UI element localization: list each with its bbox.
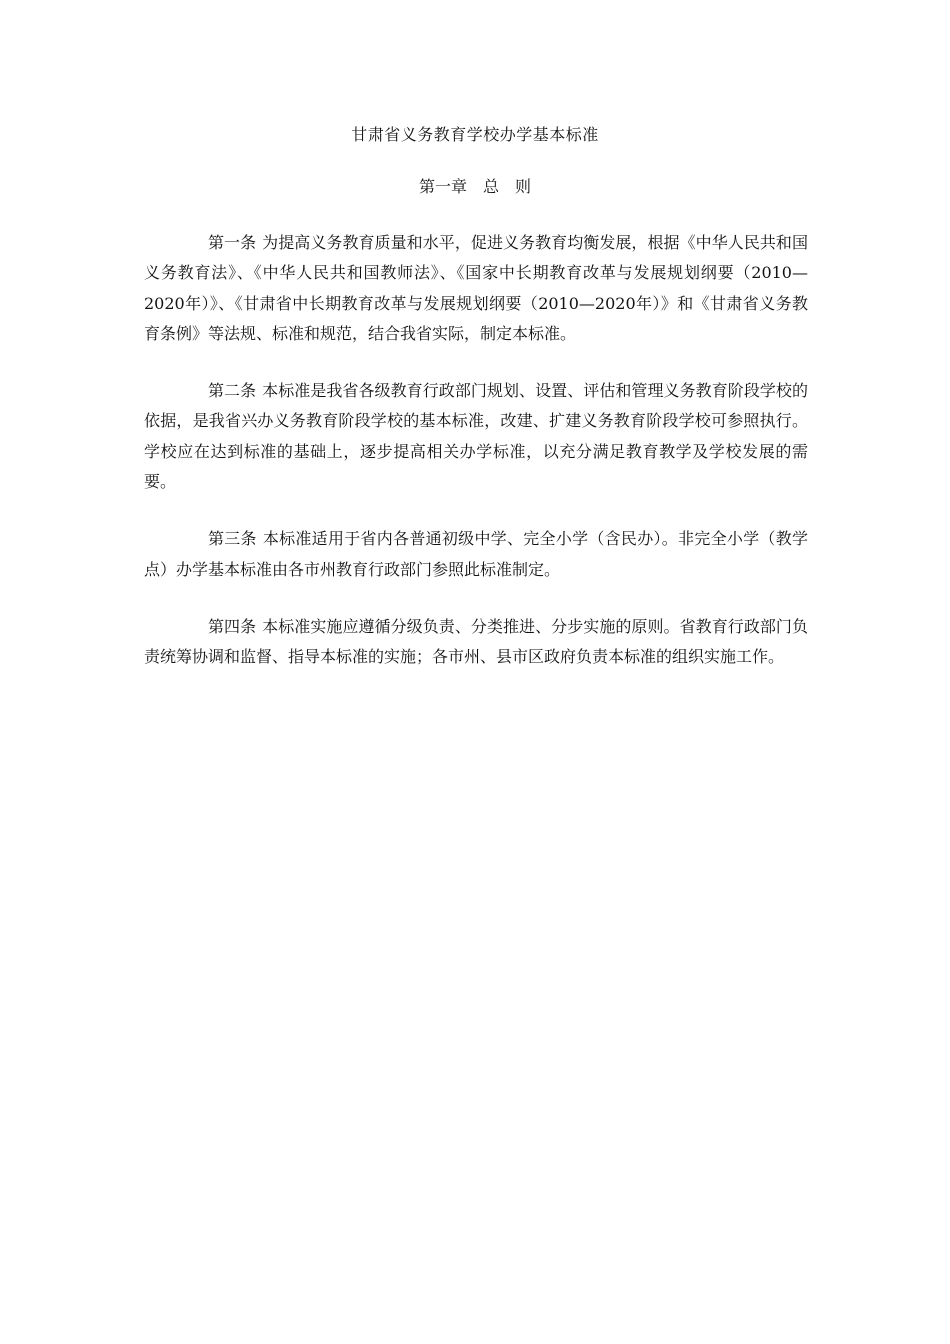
chapter-heading: 第一章 总 则 <box>418 177 531 196</box>
article-number: 第二条 <box>208 381 257 401</box>
article-2 <box>144 376 808 497</box>
article-number: 第三条 <box>208 529 257 549</box>
article-number: 第四条 <box>208 616 257 636</box>
article-number: 第一条 <box>208 233 257 252</box>
document-title: 甘肃省义务教育学校办学基本标准 <box>351 125 599 144</box>
article-text: 为提高义务教育质量和水平，促进义务教育均衡发展，根据《中华人民共和国义务教育法》、《中华人民共和国教师法》、《国家中长期教育改革与发展规划纲要（2010—2020年）》、《甘肃省中长期教育改革与发展规划纲要（2010—2020年）》和《甘肃省义务教育条例》等法规、标准和规范，结合我省实际，制定本标准。 <box>144 233 808 343</box>
article-3 <box>144 524 808 585</box>
article-text: 本标准实施应遵循分级负责、分类推进、分步实施的原则。省教育行政部门负责统筹协调和监督、指导本标准的实施；各市州、县市区政府负责本标准的组织实施工作。 <box>144 616 808 667</box>
article-1 <box>144 228 808 349</box>
articles-body <box>144 228 808 700</box>
article-text: 本标准是我省各级教育行政部门规划、设置、评估和管理义务教育阶段学校的依据，是我省兴办义务教育阶段学校的基本标准，改建、扩建义务教育阶段学校可参照执行。学校应在达到标准的基础上，逐步提高相关办学标准，以充分满足教育教学及学校发展的需要。 <box>144 381 808 492</box>
article-4 <box>144 612 808 673</box>
article-text: 本标准适用于省内各普通初级中学、完全小学（含民办）。非完全小学（教学点）办学基本标准由各市州教育行政部门参照此标准制定。 <box>144 529 808 579</box>
